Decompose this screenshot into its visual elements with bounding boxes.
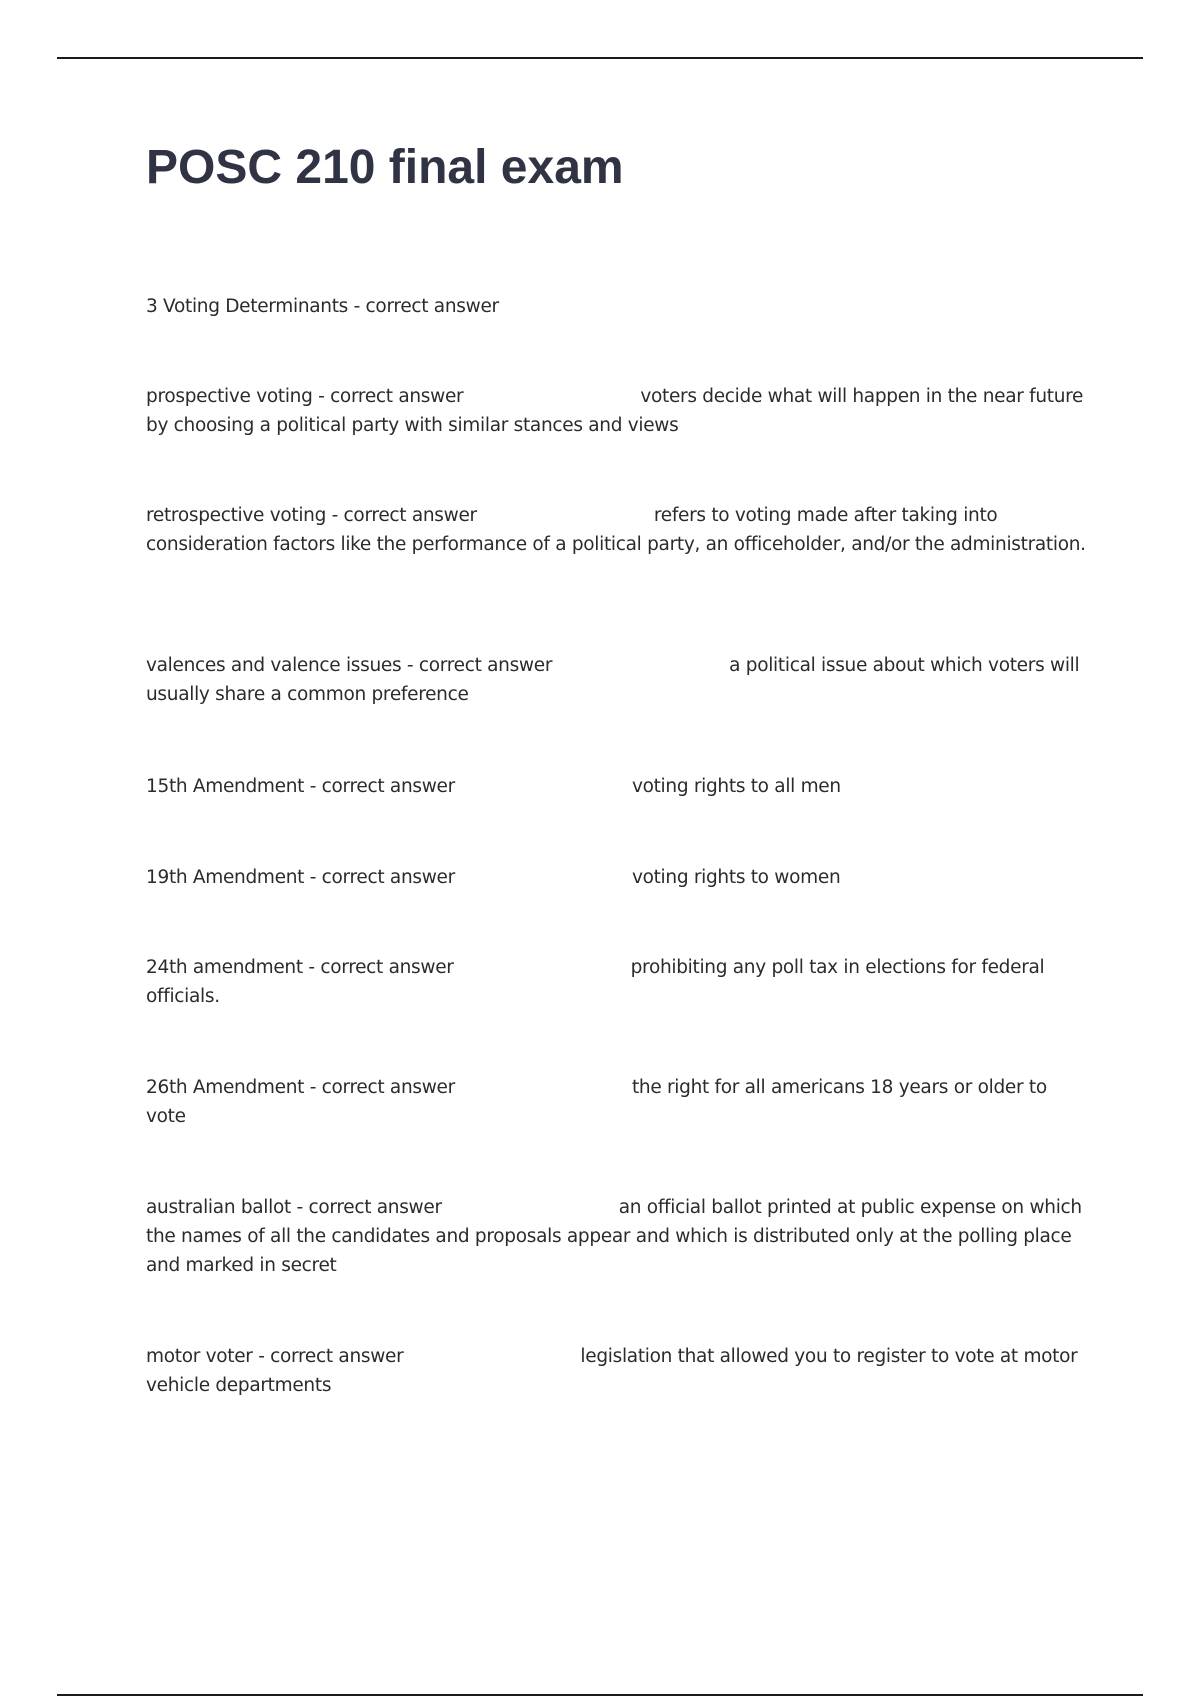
page-title: POSC 210 final exam: [146, 141, 624, 194]
entry-term: 26th Amendment - correct answer: [146, 1077, 455, 1098]
qa-entry: [146, 382, 1086, 440]
qa-entry: [146, 772, 1086, 801]
qa-entry: [146, 863, 1086, 892]
entry-term: prospective voting - correct answer: [146, 386, 464, 407]
entry-definition: voters decide what will happen in the near future by choosing a political party with similar stances and views: [146, 386, 1084, 436]
entry-definition: voting rights to women: [631, 867, 841, 888]
entry-definition: the right for all americans 18 years or older to vote: [146, 1077, 1047, 1127]
entry-definition: prohibiting any poll tax in elections for federal officials.: [146, 957, 1045, 1007]
entry-definition: legislation that allowed you to register to vote at motor vehicle departments: [146, 1346, 1078, 1396]
entry-definition: refers to voting made after taking into consideration factors like the performance of a political party, an officeholder, and/or the administration.: [146, 505, 1086, 555]
qa-entry: [146, 651, 1086, 709]
entry-term: retrospective voting - correct answer: [146, 505, 477, 526]
entry-term: 3 Voting Determinants - correct answer: [146, 296, 499, 317]
entry-definition: a political issue about which voters will usually share a common preference: [146, 655, 1080, 705]
entry-term: australian ballot - correct answer: [146, 1197, 442, 1218]
qa-entry: [146, 1193, 1086, 1280]
qa-entry: [146, 501, 1086, 559]
entry-term: motor voter - correct answer: [146, 1346, 404, 1367]
qa-entry: [146, 1342, 1086, 1400]
entry-definition: voting rights to all men: [631, 776, 841, 797]
entry-term: 24th amendment - correct answer: [146, 957, 454, 978]
entry-term: valences and valence issues - correct answer: [146, 655, 553, 676]
qa-entry: [146, 1073, 1086, 1131]
entry-term: 15th Amendment - correct answer: [146, 776, 455, 797]
entry-term: 19th Amendment - correct answer: [146, 867, 455, 888]
qa-entry: [146, 953, 1086, 1011]
qa-entry: [146, 292, 1086, 321]
bottom-rule: [57, 1694, 1143, 1696]
top-rule: [57, 57, 1143, 59]
entry-definition: an official ballot printed at public expense on which the names of all the candidates and proposals appear and which is distributed only at the polling place and marked in secret: [146, 1197, 1082, 1276]
